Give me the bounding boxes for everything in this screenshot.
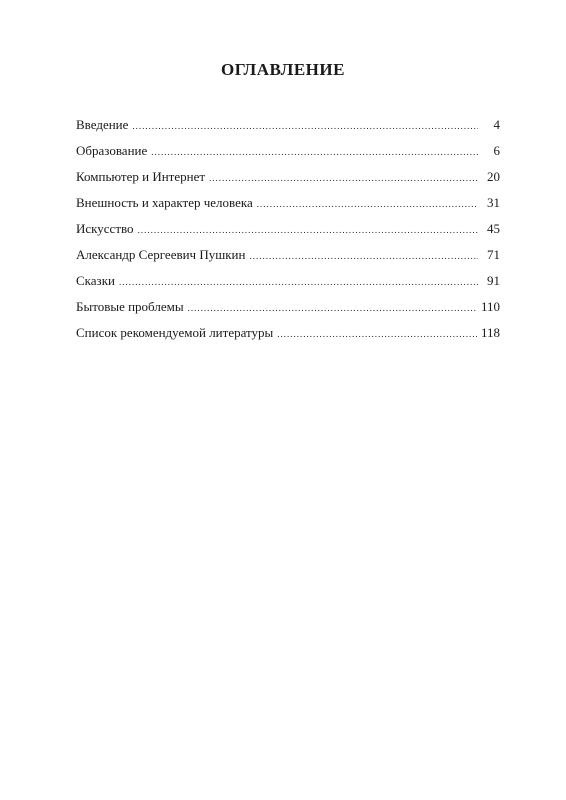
toc-entry-education [76,138,500,164]
toc-entry-pushkin [76,242,500,268]
page-title: ОГЛАВЛЕНИЕ [221,60,345,79]
toc-entry-label: Список рекомендуемой литературы [76,325,274,340]
toc-entry-appearance-character [76,190,500,216]
toc-entry-label: Искусство [76,221,134,236]
toc-entry-label: Компьютер и Интернет [76,169,206,184]
toc-entry-page-number: 118 [480,325,500,340]
toc-entry-page-number: 91 [487,273,500,288]
toc-entry-recommended-literature [76,320,500,346]
toc-leader-dots [188,295,477,321]
toc-entry-fairy-tales [76,268,500,294]
toc-leader-dots [132,113,478,139]
toc-leader-dots [257,191,478,217]
toc-leader-dots [138,217,478,243]
toc-entry-page-number: 71 [487,247,500,262]
toc-leader-dots [119,269,478,295]
toc-entry-page-number: 6 [493,143,500,158]
toc-entry-page-number: 20 [487,169,500,184]
toc-entry-computer-internet [76,164,500,190]
toc-entry-page-number: 31 [487,195,500,210]
toc-entry-label: Александр Сергеевич Пушкин [76,247,246,262]
toc-entry-label: Бытовые проблемы [76,299,184,314]
toc-entry-page-number: 110 [480,299,500,314]
toc-entry-art [76,216,500,242]
toc-leader-dots [277,321,477,347]
toc-entry-label: Сказки [76,273,115,288]
toc-entry-page-number: 4 [493,117,500,132]
toc-entry-label: Введение [76,117,129,132]
toc-entry-label: Внешность и характер человека [76,195,253,210]
toc-entry-page-number: 45 [487,221,500,236]
toc-entry-label: Образование [76,143,148,158]
table-of-contents [76,112,500,346]
toc-leader-dots [209,165,478,191]
toc-entry-household-problems [76,294,500,320]
toc-leader-dots [151,139,478,165]
toc-entry-introduction [76,112,500,138]
toc-leader-dots [249,243,478,269]
